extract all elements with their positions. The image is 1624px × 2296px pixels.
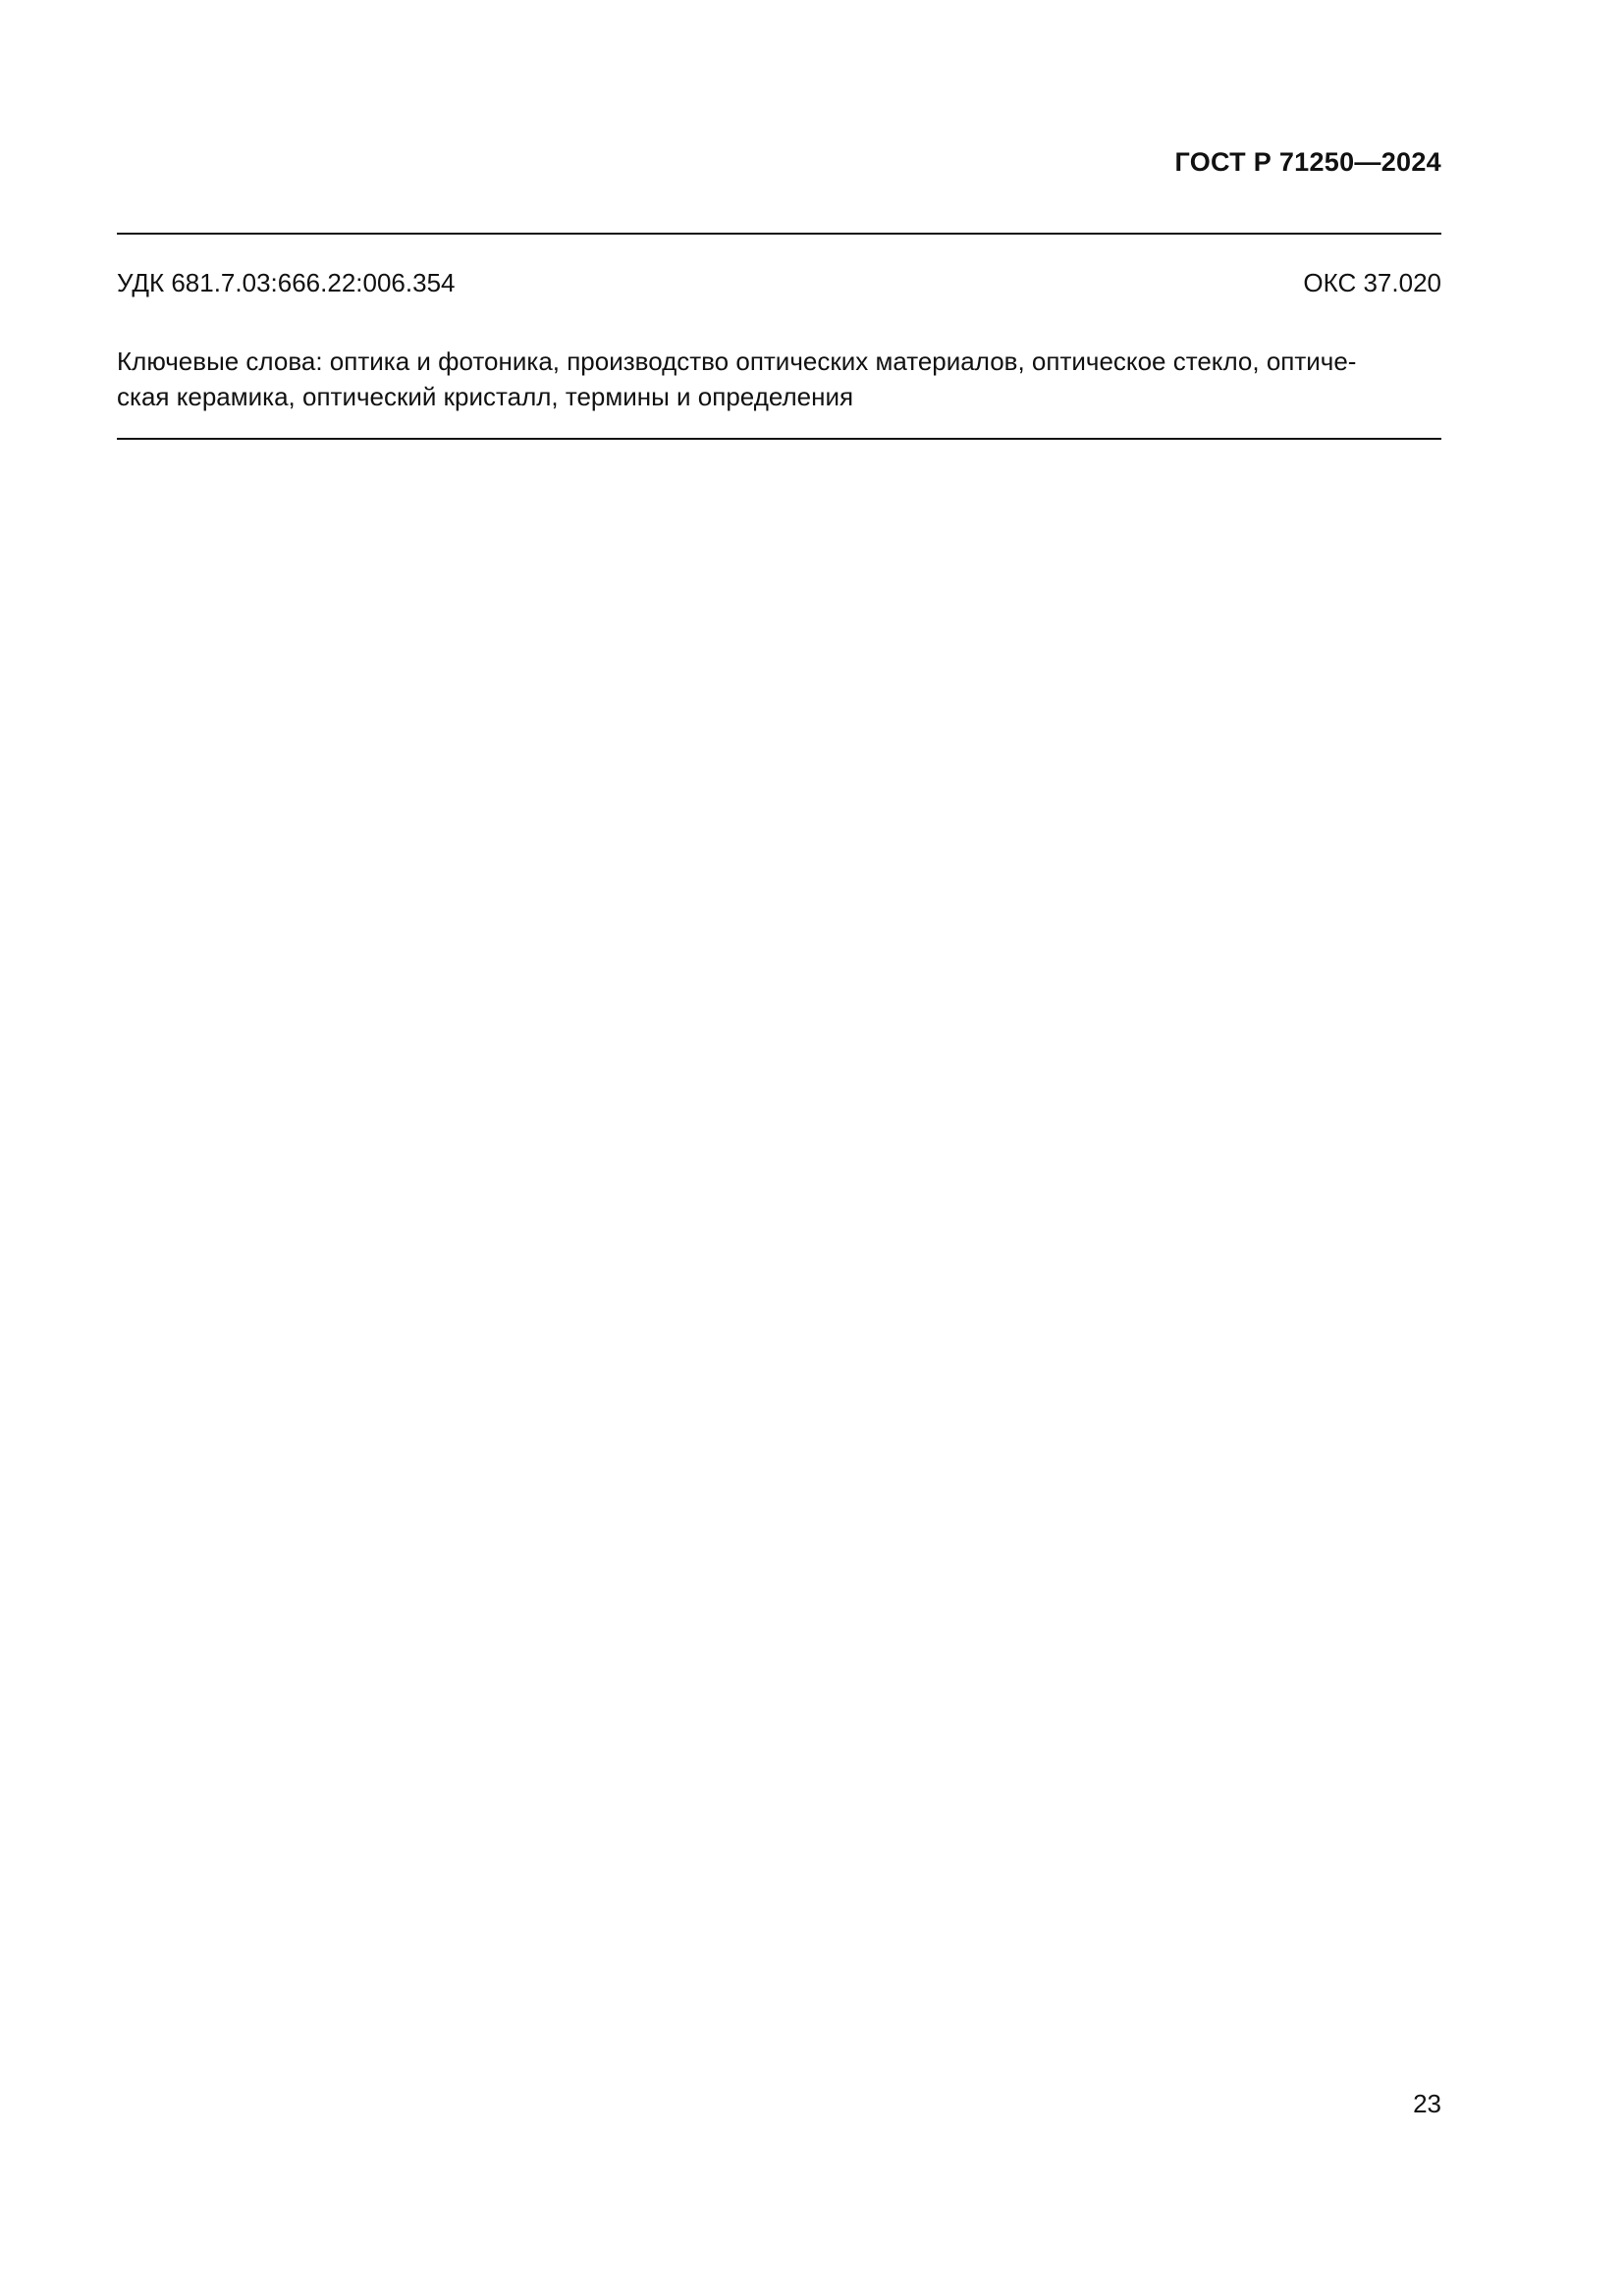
top-divider [117, 233, 1441, 235]
keywords-line-2: ская керамика, оптический кристалл, термины и определения [117, 382, 854, 411]
bottom-divider [117, 438, 1441, 440]
udk-code: УДК 681.7.03:666.22:006.354 [117, 268, 456, 297]
standard-code: ГОСТ Р 71250—2024 [1174, 147, 1441, 177]
oks-code: ОКС 37.020 [1303, 268, 1441, 297]
keywords-block [117, 344, 1441, 414]
page-number: 23 [1413, 2089, 1441, 2118]
keywords-line-1: Ключевые слова: оптика и фотоника, производство оптических материалов, оптическое стекло, оптиче- [117, 347, 1357, 376]
